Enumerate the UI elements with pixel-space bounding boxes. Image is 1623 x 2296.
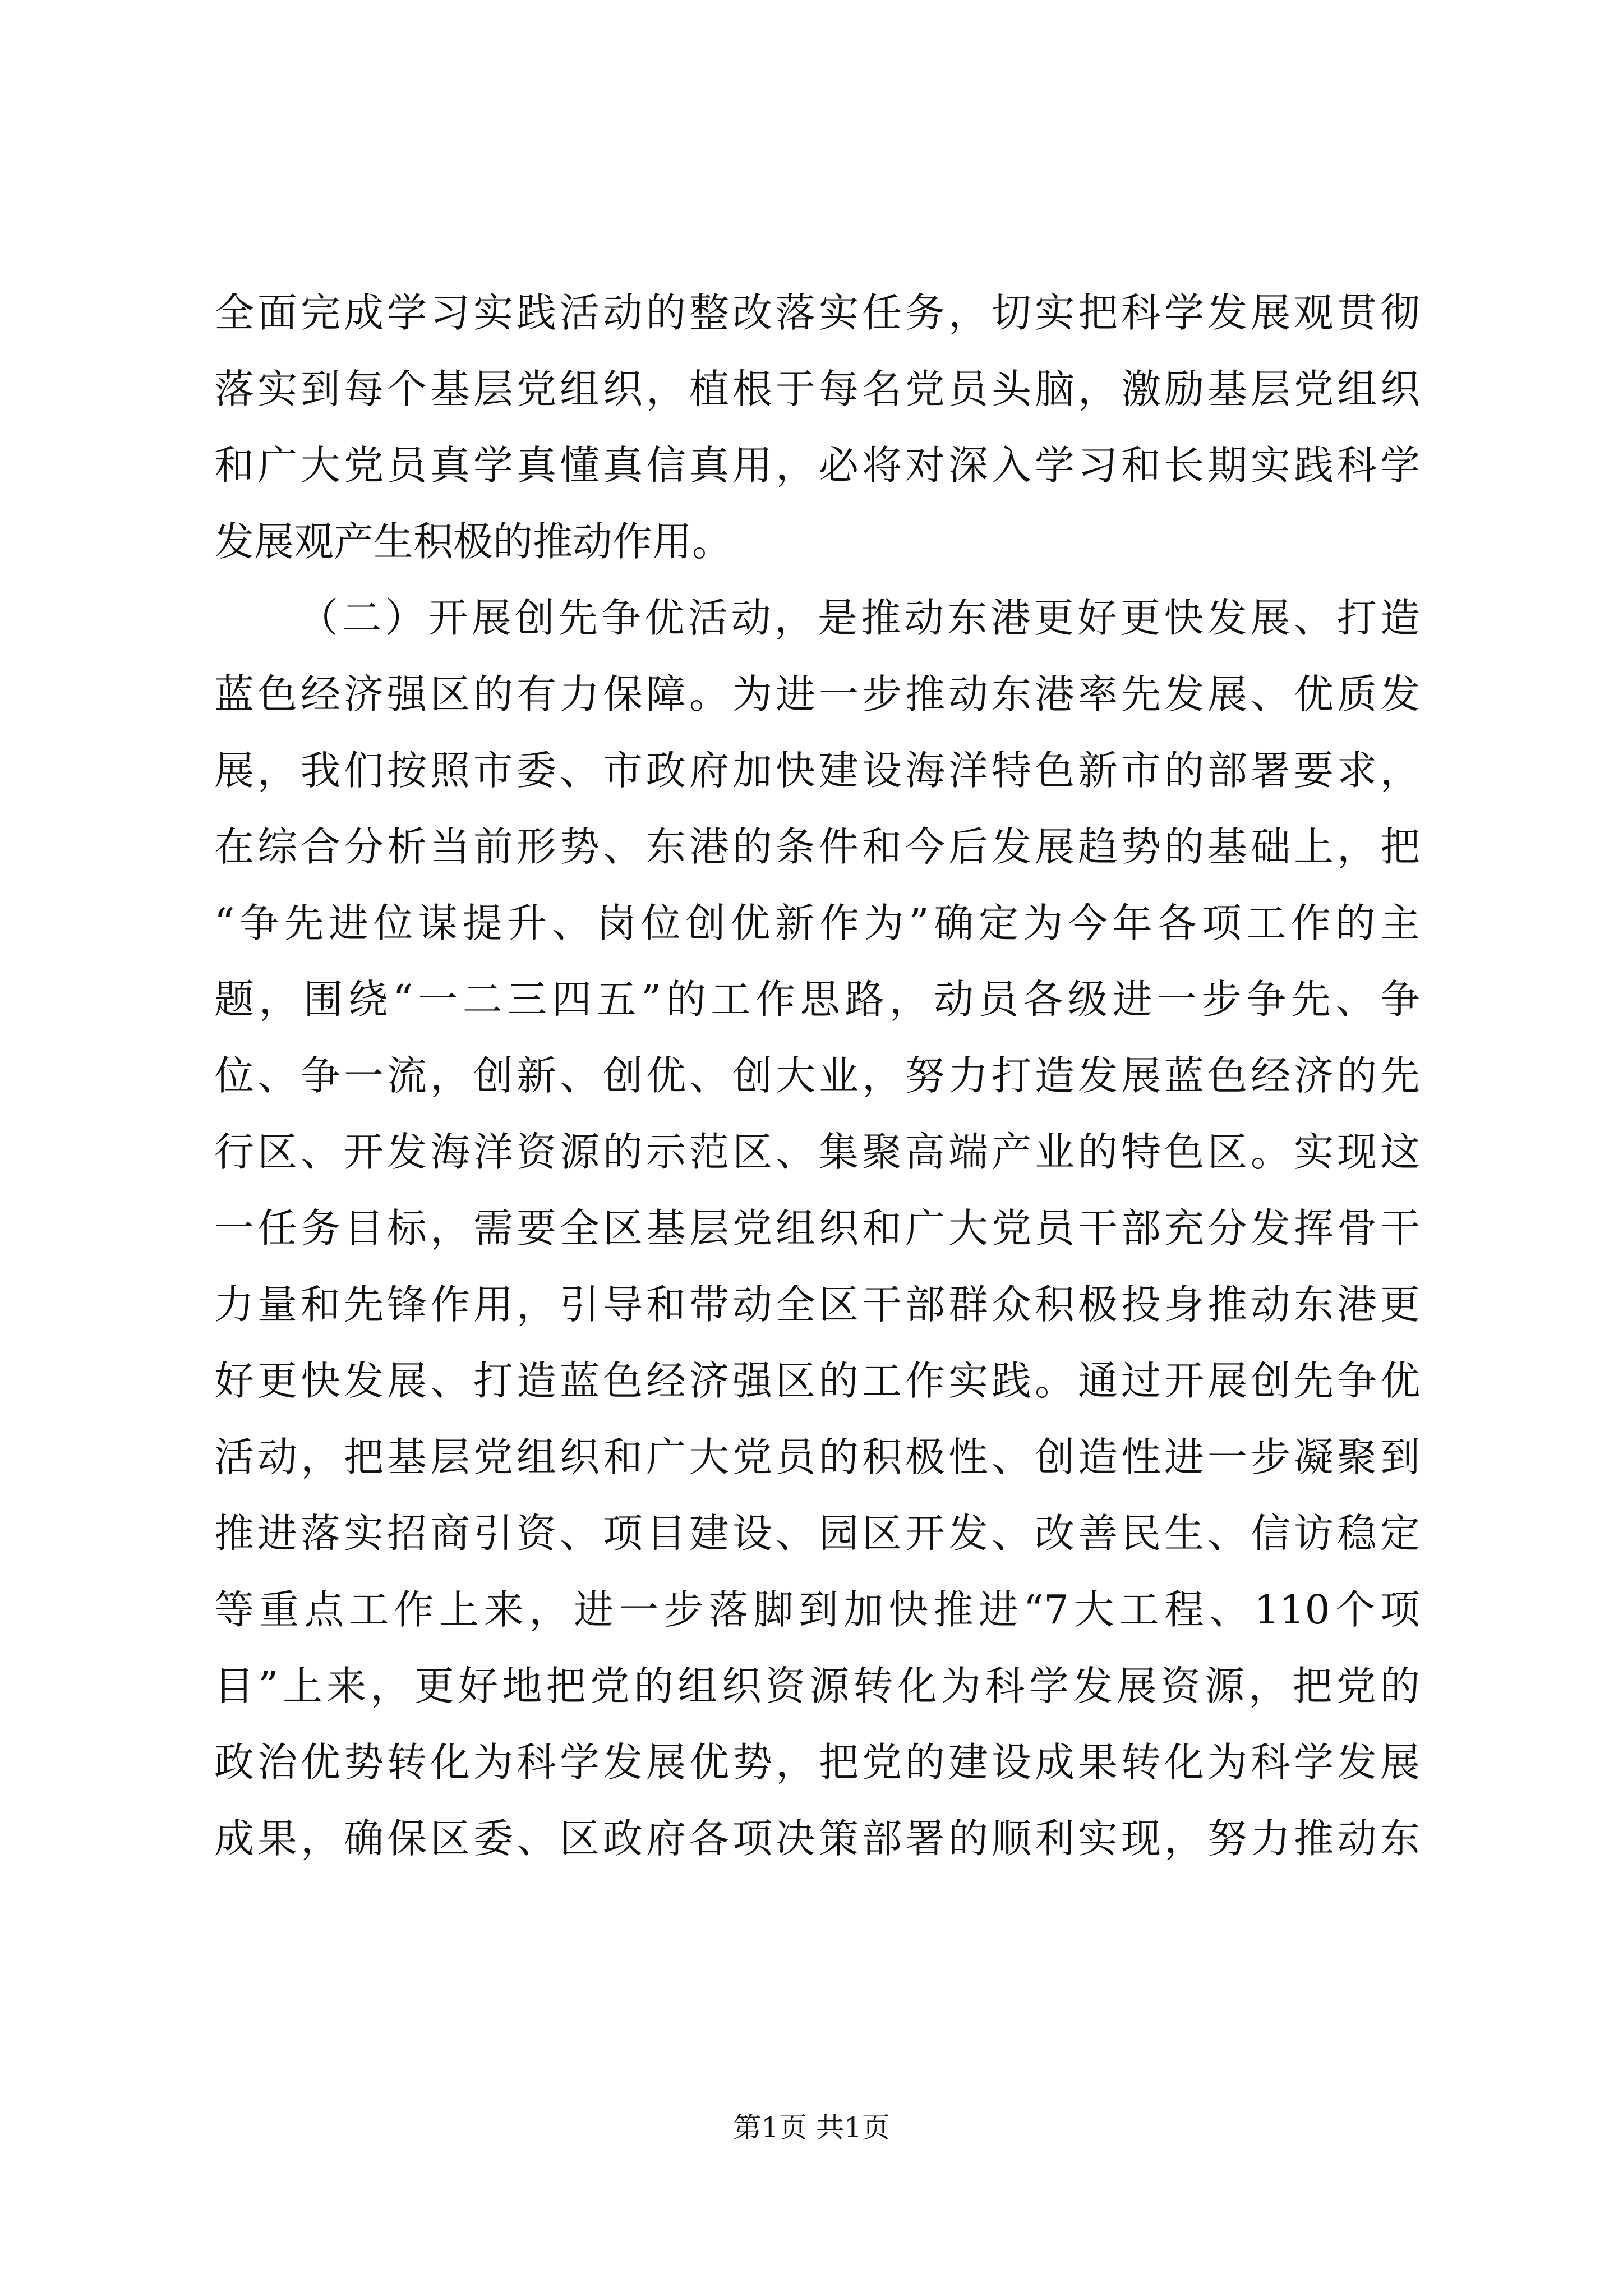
- text-line: 力量和先锋作用，引导和带动全区干部群众积极投身推动东港更: [214, 1281, 1420, 1328]
- paragraph-2: [214, 580, 1420, 1877]
- text-line: 等重点工作上来，进一步落脚到加快推进“7大工程、110个项: [214, 1586, 1420, 1633]
- text-line: （二）开展创先争优活动，是推动东港更好更快发展、打造: [298, 595, 1420, 641]
- text-line: 行区、开发海洋资源的示范区、集聚高端产业的特色区。实现这: [214, 1129, 1420, 1175]
- text-line: 蓝色经济强区的有力保障。为进一步推动东港率先发展、优质发: [214, 671, 1420, 717]
- text-line: 一任务目标，需要全区基层党组织和广大党员干部充分发挥骨干: [214, 1205, 1420, 1251]
- text-line: 成果，确保区委、区政府各项决策部署的顺利实现，努力推动东: [214, 1815, 1420, 1862]
- text-line: 目”上来，更好地把党的组织资源转化为科学发展资源，把党的: [214, 1663, 1420, 1709]
- text-line: 推进落实招商引资、项目建设、园区开发、改善民生、信访稳定: [214, 1510, 1420, 1557]
- text-line: 落实到每个基层党组织，植根于每名党员头脑，激励基层党组织: [214, 366, 1420, 412]
- text-line: 位、争一流，创新、创优、创大业，努力打造发展蓝色经济的先: [214, 1052, 1420, 1099]
- text-line: 题，围绕“一二三四五”的工作思路，动员各级进一步争先、争: [214, 976, 1420, 1023]
- paragraph-1: [214, 275, 1420, 580]
- text-line: 发展观产生积极的推动作用。: [214, 518, 732, 565]
- text-line: 全面完成学习实践活动的整改落实任务，切实把科学发展观贯彻: [214, 289, 1420, 336]
- text-line: “争先进位谋提升、岗位创优新作为”确定为今年各项工作的主: [214, 900, 1420, 946]
- text-line: 政治优势转化为科学发展优势，把党的建设成果转化为科学发展: [214, 1739, 1420, 1786]
- text-line: 在综合分析当前形势、东港的条件和今后发展趋势的基础上，把: [214, 823, 1420, 870]
- page-footer: 第1页 共1页: [733, 2111, 890, 2144]
- text-line: 和广大党员真学真懂真信真用，必将对深入学习和长期实践科学: [214, 442, 1420, 489]
- text-line: 好更快发展、打造蓝色经济强区的工作实践。通过开展创先争优: [214, 1358, 1420, 1404]
- text-line: 活动，把基层党组织和广大党员的积极性、创造性进一步凝聚到: [214, 1434, 1420, 1480]
- document-body: [214, 275, 1420, 1877]
- text-line: 展，我们按照市委、市政府加快建设海洋特色新市的部署要求，: [214, 747, 1420, 794]
